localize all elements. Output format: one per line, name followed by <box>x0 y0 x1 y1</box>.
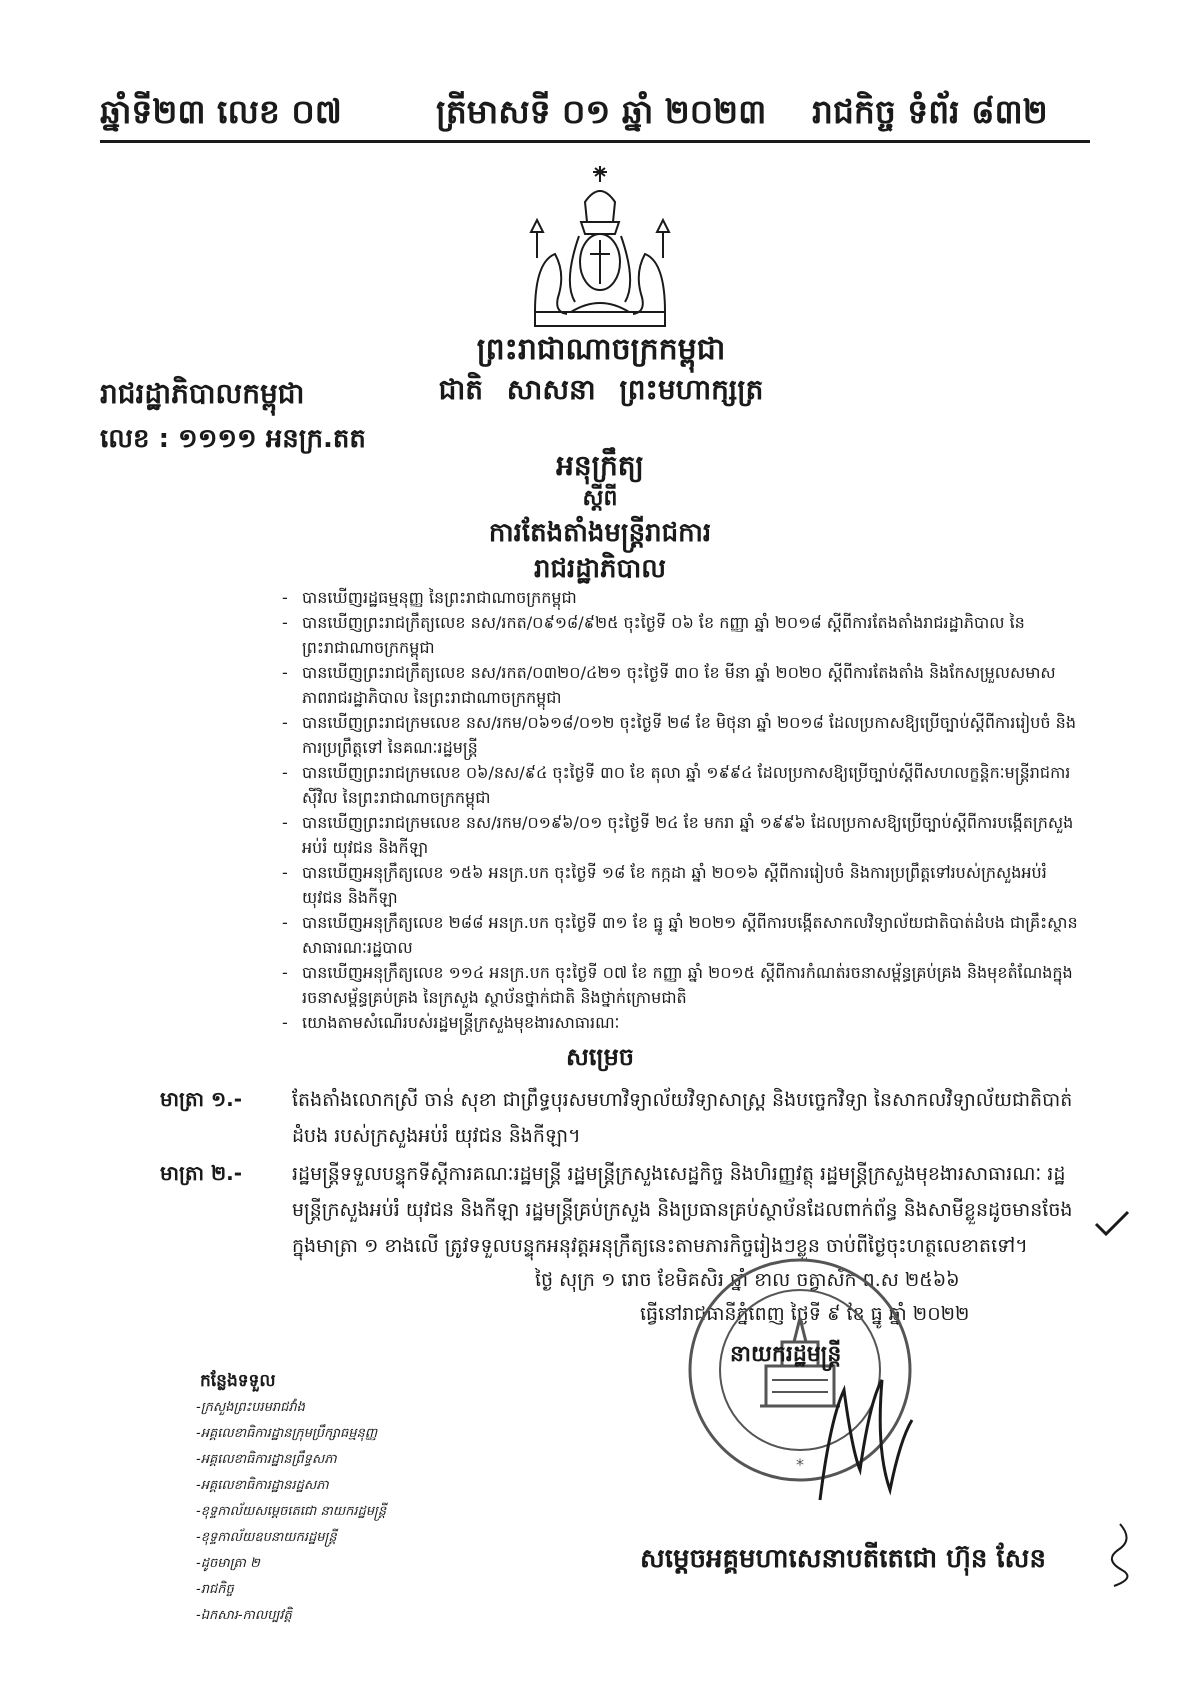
preamble-item: - បានឃើញព្រះរាជក្រឹត្យលេខ នស/រកត/០៣២០/៤២១ ចុះថ្ងៃទី ៣០ ខែ មីនា ឆ្នាំ ២០២០ ស្តីពីការតែងតាំង និងកែសម្រួលសមាសភាពរាជរដ្ឋាភិបាល នៃព្រះរាជាណាចក្រកម្ពុជា <box>278 660 1078 710</box>
preamble-item: - បានឃើញអនុក្រឹត្យលេខ ២៨៨ អនក្រ.បក ចុះថ្ងៃទី ៣១ ខែ ធ្នូ ឆ្នាំ ២០២១ ស្តីពីការបង្កើតសាកលវិទ្យាល័យជាតិបាត់ដំបង ជាគ្រឹះស្ថានសាធារណៈរដ្ឋបាល <box>278 910 1078 960</box>
cc-item: -ដូចមាត្រា ២ <box>196 1556 260 1571</box>
signature-icon <box>800 1360 920 1510</box>
article-2-text: រដ្ឋមន្ត្រីទទួលបន្ទុកទីស្តីការគណៈរដ្ឋមន្ត្រី រដ្ឋមន្ត្រីក្រសួងសេដ្ឋកិច្ច និងហិរញ្ញវត្ថុ រដ្ឋមន្ត្រីក្រសួងមុខងារសាធារណៈ រដ្ឋមន្ត្រីក្រសួងអប់រំ យុវជន និងកីឡា រដ្ឋមន្ត្រីគ្រប់ក្រសួង និងប្រធានគ្រប់ស្ថាប័នដែលពាក់ព័ន្ធ និងសាមីខ្លួនដូចមានចែងក្នុងមាត្រា ១ ខាងលើ ត្រូវទទួលបន្ទុកអនុវត្តអនុក្រឹត្យនេះតាមភារកិច្ចរៀងៗខ្លួន ចាប់ពីថ្ងៃចុះហត្ថលេខាតទៅ។ <box>292 1163 1073 1257</box>
article-1-label: មាត្រា ១.- <box>160 1087 243 1111</box>
preamble-item: - បានឃើញព្រះរាជក្រឹត្យលេខ នស/រកត/០៩១៨/៩២៥ ចុះថ្ងៃទី ០៦ ខែ កញ្ញា ឆ្នាំ ២០១៨ ស្តីពីការតែងតាំងរាជរដ្ឋាភិបាល នៃព្រះរាជាណាចក្រកម្ពុជា <box>278 610 1078 660</box>
preamble-list <box>278 585 1078 1035</box>
initial-icon <box>1100 1520 1140 1590</box>
checkmark-icon <box>1092 1208 1132 1238</box>
cc-item: -អគ្គលេខាធិការដ្ឋានរដ្ឋសភា <box>196 1478 329 1493</box>
royal-coat-of-arms-icon <box>515 162 685 332</box>
header-issue: ឆ្នាំទី២៣ លេខ ០៧ <box>100 92 342 131</box>
preamble-item: - បានឃើញរដ្ឋធម្មនុញ្ញ នៃព្រះរាជាណាចក្រកម្ពុជា <box>278 585 1078 610</box>
cc-item: -ខុទ្ទកាល័យឧបនាយករដ្ឋមន្ត្រី <box>196 1530 337 1545</box>
header-rule <box>100 140 1090 143</box>
cc-item: -ខុទ្ទកាល័យសម្តេចតេជោ នាយករដ្ឋមន្ត្រី <box>196 1504 387 1519</box>
cc-item: -រាជកិច្ច <box>196 1582 234 1597</box>
preamble-item: - បានឃើញព្រះរាជក្រមលេខ នស/រកម/០១៩៦/០១ ចុះថ្ងៃទី ២៤ ខែ មករា ឆ្នាំ ១៩៩៦ ដែលប្រកាសឱ្យប្រើច្បាប់ស្តីពីការបង្កើតក្រសួងអប់រំ យុវជន និងកីឡា <box>278 810 1078 860</box>
cc-item: -ឯកសារ-កាលប្បវត្តិ <box>196 1608 292 1623</box>
article-2-label: មាត្រា ២.- <box>160 1161 243 1185</box>
issuer-name: រាជរដ្ឋាភិបាលកម្ពុជា <box>100 377 305 410</box>
cc-title: កន្លែងទទួល <box>200 1371 276 1391</box>
cc-item: -ក្រសួងព្រះបរមរាជវាំង <box>196 1400 305 1415</box>
cc-list <box>196 1395 386 1629</box>
preamble-item: - បានឃើញអនុក្រឹត្យលេខ ១១៤ អនក្រ.បក ចុះថ្ងៃទី ០៧ ខែ កញ្ញា ឆ្នាំ ២០១៥ ស្តីពីការកំណត់រចនាសម្ព័ន្ធគ្រប់គ្រង និងមុខតំណែងក្នុងរចនាសម្ព័ន្ធគ្រប់គ្រង នៃក្រសួង ស្ថាប័នថ្នាក់ជាតិ និងថ្នាក់ក្រោមជាតិ <box>278 960 1078 1010</box>
document-type: អនុក្រឹត្យ <box>556 449 644 482</box>
cc-item: -អគ្គលេខាធិការដ្ឋានក្រុមប្រឹក្សាធម្មនុញ្ញ <box>196 1426 378 1441</box>
preamble-item: - បានឃើញព្រះរាជក្រមលេខ នស/រកម/០៦១៨/០១២ ចុះថ្ងៃទី ២៨ ខែ មិថុនា ឆ្នាំ ២០១៨ ដែលប្រកាសឱ្យប្រើច្បាប់ស្តីពីការរៀបចំ និងការប្រព្រឹត្តទៅ នៃគណៈរដ្ឋមន្ត្រី <box>278 710 1078 760</box>
article-1-text: តែងតាំងលោកស្រី ចាន់ សុខា ជាព្រឹទ្ធបុរសមហាវិទ្យាល័យវិទ្យាសាស្ត្រ និងបច្ចេកវិទ្យា នៃសាកលវិទ្យាល័យជាតិបាត់ដំបង របស់ក្រសួងអប់រំ យុវជន និងកីឡា។ <box>292 1089 1073 1147</box>
kingdom-name: ព្រះរាជាណាចក្រកម្ពុជា <box>476 332 726 367</box>
header-quarter: ត្រីមាសទី ០១ ឆ្នាំ ២០២៣ <box>436 92 767 131</box>
preamble-item: - បានឃើញអនុក្រឹត្យលេខ ១៥៦ អនក្រ.បក ចុះថ្ងៃទី ១៨ ខែ កក្កដា ឆ្នាំ ២០១៦ ស្តីពីការរៀបចំ និងការប្រព្រឹត្តទៅរបស់ក្រសួងអប់រំ យុវជន និងកីឡា <box>278 860 1078 910</box>
document-about: ស្តីពី <box>582 486 618 511</box>
svg-text:*: * <box>796 1455 804 1474</box>
preamble-item: - បានឃើញព្រះរាជក្រមលេខ ០៦/នស/៩៤ ចុះថ្ងៃទី ៣០ ខែ តុលា ឆ្នាំ ១៩៩៤ ដែលប្រកាសឱ្យប្រើច្បាប់ស្តីពីសហលក្ខន្តិកៈមន្ត្រីរាជការស៊ីវិល នៃព្រះរាជាណាចក្រកម្ពុជា <box>278 760 1078 810</box>
cc-item: -អគ្គលេខាធិការដ្ឋានព្រឹទ្ធសភា <box>196 1452 337 1467</box>
document-subject: ការតែងតាំងមន្ត្រីរាជការ <box>488 518 712 548</box>
lunar-date: ថ្ងៃ សុក្រ ១ រោច ខែមិគសិរ ឆ្នាំ ខាល ចត្វាស័ក ព.ស ២៥៦៦ <box>535 1269 960 1291</box>
reference-number: លេខ : ១១១១ អនក្រ.តត <box>100 424 366 454</box>
signer-title: នាយករដ្ឋមន្ត្រី <box>730 1342 842 1367</box>
document-authority: រាជរដ្ឋាភិបាល <box>533 554 667 584</box>
national-motto: ជាតិ សាសនា ព្រះមហាក្សត្រ <box>438 373 764 406</box>
preamble-item: - យោងតាមសំណើរបស់រដ្ឋមន្ត្រីក្រសួងមុខងារសាធារណៈ <box>278 1010 1078 1035</box>
made-at-date: ធ្វើនៅរាជធានីភ្នំពេញ ថ្ងៃទី ៩ ខែ ធ្នូ ឆ្នាំ ២០២២ <box>640 1303 970 1325</box>
decision-heading: សម្រេច <box>565 1043 635 1071</box>
signer-name: សម្តេចអគ្គមហាសេនាបតីតេជោ ហ៊ុន សែន <box>640 1544 1046 1574</box>
header-page: រាជកិច្ច ទំព័រ ៨៣២ <box>812 92 1048 131</box>
